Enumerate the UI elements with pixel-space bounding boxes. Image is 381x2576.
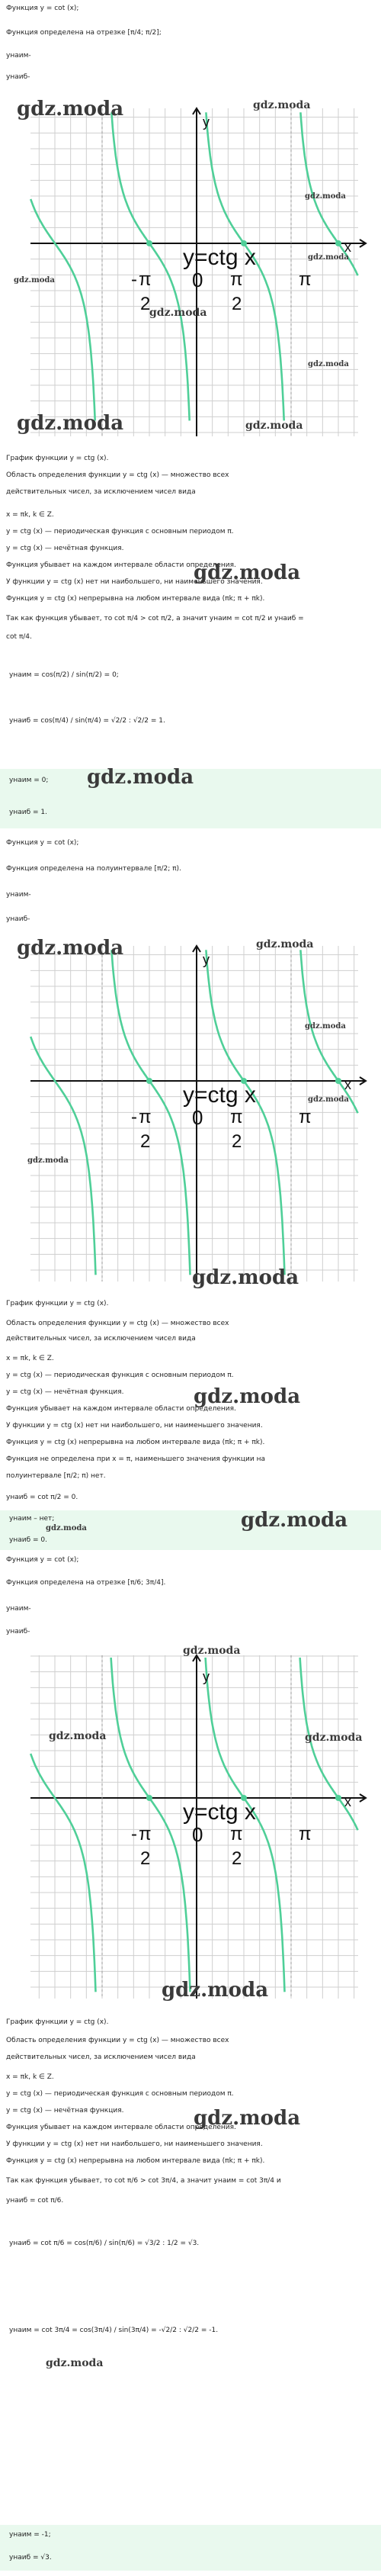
- section-1: [0, 0, 381, 854]
- half-pi-num: π: [230, 1107, 243, 1127]
- text-line: Область определения функции y = ctg (x) — множество всех: [6, 471, 229, 479]
- origin-label: 0: [192, 1106, 203, 1129]
- text-line: График функции y = ctg (x).: [6, 1300, 109, 1307]
- cot-graph-svg: [0, 93, 381, 452]
- answer-line: yнаим = 0;: [9, 777, 49, 784]
- watermark: gdz.moda: [308, 1095, 349, 1104]
- intro-line: Функция y = cot (x);: [6, 1556, 79, 1564]
- text-line: Функция убывает на каждом интервале области определения.: [6, 2124, 236, 2131]
- watermark: gdz.moda: [46, 1524, 87, 1532]
- intro-line: Функция определена на полуинтервале [π/2; π).: [6, 865, 181, 873]
- intro-line: Функция определена на отрезке [π/4; π/2];: [6, 29, 162, 37]
- cot-graph: [0, 93, 381, 452]
- cot-graph-svg: [0, 1640, 381, 2014]
- half-pi-den: 2: [232, 1848, 242, 1869]
- text-line: действительных чисел, за исключением чисел вида: [6, 488, 196, 496]
- text-line: У функции y = ctg (x) нет ни наибольшего, ни наименьшего значения.: [6, 578, 263, 586]
- watermark: gdz.moda: [149, 307, 207, 319]
- pi-label: π: [299, 269, 312, 290]
- answer-line: yнаим = -1;: [9, 2531, 51, 2539]
- watermark: gdz.moda: [253, 99, 311, 111]
- watermark: gdz.moda: [49, 1730, 107, 1742]
- text-line: действительных чисел, за исключением чисел вида: [6, 2053, 196, 2061]
- formula-line: yнаиб = cos(π/4) / sin(π/4) = √2/2 : √2/2 = 1.: [9, 717, 165, 725]
- intro-line: Функция y = cot (x);: [6, 839, 79, 847]
- watermark: gdz.moda: [192, 1266, 299, 1289]
- graph-label: y=ctg x: [183, 1082, 256, 1108]
- watermark: gdz.moda: [308, 253, 349, 262]
- answer-line: yнаиб = √3.: [9, 2554, 52, 2562]
- x-axis-label: x: [344, 1077, 351, 1092]
- cot-branch: [206, 1658, 285, 1992]
- text-line: Функция y = ctg (x) непрерывна на любом интервале вида (πk; π + πk).: [6, 1439, 265, 1446]
- zero-point: [146, 1795, 152, 1801]
- watermark: gdz.moda: [194, 1385, 301, 1408]
- answer-line: yнаим – нет;: [9, 1515, 55, 1523]
- minus-sign: -: [131, 1107, 137, 1127]
- cot-branch: [30, 199, 95, 420]
- watermark: gdz.moda: [241, 1509, 348, 1532]
- pi-label: π: [299, 1107, 312, 1127]
- zero-point: [335, 1795, 341, 1801]
- watermark: gdz.moda: [17, 98, 124, 121]
- zero-point: [335, 240, 341, 246]
- half-pi-den: 2: [232, 294, 242, 314]
- text-line: y = ctg (x) — периодическая функция с основным периодом π.: [6, 528, 234, 535]
- watermark: gdz.moda: [305, 1732, 363, 1744]
- cot-graph: [0, 931, 381, 1297]
- intro-line: yнаиб-: [6, 915, 30, 923]
- y-axis-label: y: [203, 114, 210, 130]
- text-line: yнаиб = cot π/6.: [6, 2197, 64, 2205]
- intro-line: yнаиб-: [6, 1628, 30, 1635]
- text-line: x = πk, k ∈ Z.: [6, 511, 54, 519]
- zero-point: [146, 1078, 152, 1084]
- text-line: График функции y = ctg (x).: [6, 2018, 109, 2026]
- text-line: Область определения функции y = ctg (x) — множество всех: [6, 1320, 229, 1327]
- pi-label: π: [299, 1824, 312, 1844]
- half-pi-num: π: [230, 1824, 243, 1844]
- answer-highlight: [0, 2525, 381, 2571]
- text-line: Функция убывает на каждом интервале области определения.: [6, 561, 236, 569]
- neg-half-pi-num: π: [139, 269, 152, 290]
- text-line: Область определения функции y = ctg (x) — множество всех: [6, 2037, 229, 2044]
- intro-line: yнаим-: [6, 1605, 31, 1613]
- neg-half-pi-den: 2: [140, 1848, 151, 1869]
- text-line: Функция не определена при x = π, наименьшего значения функции на: [6, 1455, 266, 1463]
- text-line: Функция y = ctg (x) непрерывна на любом интервале вида (πk; π + πk).: [6, 595, 265, 603]
- cot-branch: [111, 112, 189, 420]
- half-pi-num: π: [230, 269, 243, 290]
- text-line: полуинтервале [π/2; π) нет.: [6, 1472, 106, 1480]
- intro-line: Функция определена на отрезке [π/6; 3π/4].: [6, 1579, 166, 1587]
- text-line: Так как функция убывает, то cot π/4 > cot π/2, а значит yнаим = cot π/2 и yнаиб =: [6, 615, 304, 622]
- zero-point: [146, 240, 152, 246]
- origin-label: 0: [192, 1823, 203, 1846]
- text-line: x = πk, k ∈ Z.: [6, 1355, 54, 1362]
- text-line: Так как функция убывает, то cot π/6 > cot 3π/4, а значит yнаим = cot 3π/4 и: [6, 2177, 281, 2185]
- watermark: gdz.moda: [87, 766, 194, 789]
- watermark: gdz.moda: [17, 412, 124, 435]
- text-line: y = ctg (x) — периодическая функция с основным периодом π.: [6, 1372, 234, 1379]
- watermark: gdz.moda: [194, 561, 301, 584]
- text-line: Функция y = ctg (x) непрерывна на любом интервале вида (πk; π + πk).: [6, 2157, 265, 2165]
- watermark: gdz.moda: [17, 937, 124, 960]
- text-line: У функции y = ctg (x) нет ни наибольшего, ни наименьшего значения.: [6, 1422, 263, 1430]
- neg-half-pi-den: 2: [140, 294, 151, 314]
- section-3: [0, 1556, 381, 2576]
- text-line: График функции y = ctg (x).: [6, 455, 109, 462]
- text-line: y = ctg (x) — нечётная функция.: [6, 2107, 124, 2115]
- text-line: x = πk, k ∈ Z.: [6, 2073, 54, 2081]
- text-line: y = ctg (x) — нечётная функция.: [6, 1388, 124, 1396]
- intro-line: Функция y = cot (x);: [6, 5, 79, 12]
- x-axis-label: x: [344, 1794, 351, 1809]
- minus-sign: -: [131, 269, 137, 290]
- text-line: yнаиб = cot π/2 = 0.: [6, 1494, 78, 1501]
- watermark: gdz.moda: [245, 420, 303, 432]
- watermark: gdz.moda: [46, 2357, 104, 2369]
- formula-line: yнаим = cot 3π/4 = cos(3π/4) / sin(3π/4) = -√2/2 : √2/2 = -1.: [9, 2327, 219, 2334]
- text-line: У функции y = ctg (x) нет ни наибольшего, ни наименьшего значения.: [6, 2140, 263, 2148]
- text-line: Функция убывает на каждом интервале области определения.: [6, 1405, 236, 1413]
- watermark: gdz.moda: [194, 2107, 301, 2130]
- text-line: cot π/4.: [6, 633, 32, 641]
- graph-label: y=ctg x: [183, 245, 256, 270]
- watermark: gdz.moda: [305, 1022, 346, 1031]
- text-line: действительных чисел, за исключением чисел вида: [6, 1335, 196, 1343]
- y-axis-label: y: [203, 952, 210, 967]
- zero-point: [335, 1078, 341, 1084]
- watermark: gdz.moda: [183, 1645, 241, 1657]
- answer-line: yнаиб = 1.: [9, 809, 47, 816]
- watermark: gdz.moda: [305, 192, 346, 201]
- text-line: y = ctg (x) — периодическая функция с основным периодом π.: [6, 2090, 234, 2098]
- neg-half-pi-num: π: [139, 1107, 152, 1127]
- watermark: gdz.moda: [162, 1979, 269, 2002]
- intro-line: yнаим-: [6, 52, 31, 59]
- neg-half-pi-den: 2: [140, 1131, 151, 1152]
- graph-label: y=ctg x: [183, 1799, 256, 1825]
- origin-label: 0: [192, 269, 203, 291]
- y-axis-label: y: [203, 1669, 210, 1684]
- text-line: y = ctg (x) — нечётная функция.: [6, 545, 124, 552]
- half-pi-den: 2: [232, 1131, 242, 1152]
- watermark: gdz.moda: [308, 360, 349, 368]
- section-2: [0, 839, 381, 1663]
- formula-line: yнаиб = cot π/6 = cos(π/6) / sin(π/6) = √3/2 : 1/2 = √3.: [9, 2240, 200, 2247]
- cot-branch: [30, 1754, 95, 1992]
- neg-half-pi-num: π: [139, 1824, 152, 1844]
- watermark: gdz.moda: [256, 938, 314, 950]
- formula-line: yнаим = cos(π/2) / sin(π/2) = 0;: [9, 671, 119, 679]
- intro-line: yнаиб-: [6, 73, 30, 81]
- watermark: gdz.moda: [27, 1156, 69, 1165]
- cot-graph: [0, 1640, 381, 2014]
- minus-sign: -: [131, 1824, 137, 1844]
- intro-line: yнаим-: [6, 891, 31, 899]
- answer-line: yнаиб = 0.: [9, 1536, 47, 1544]
- watermark: gdz.moda: [14, 276, 55, 285]
- cot-graph-svg: [0, 931, 381, 1297]
- x-axis-label: x: [344, 240, 351, 255]
